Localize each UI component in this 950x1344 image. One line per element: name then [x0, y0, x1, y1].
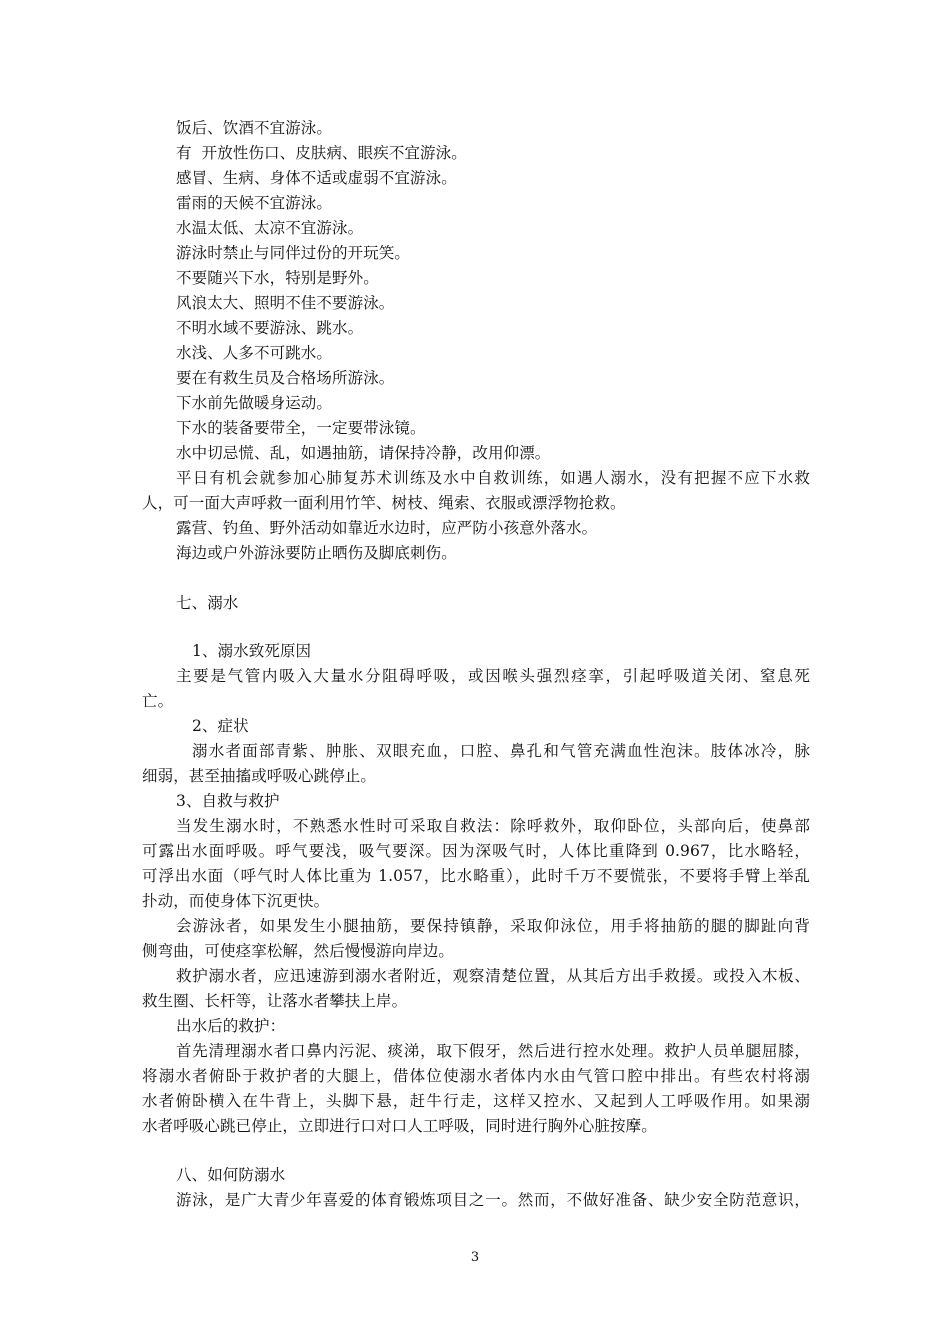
rule-item: 水中切忌慌、乱，如遇抽筋，请保持冷静，改用仰漂。 — [176, 444, 551, 462]
rule-item: 水浅、人多不可跳水。 — [176, 344, 333, 362]
paragraph-line: 主要是气管内吸入大量水分阻碍呼吸，或因喉头强烈痉挛，引起呼吸道关闭、窒息死 — [176, 667, 810, 685]
rule-item: 下水前先做暖身运动。 — [176, 394, 333, 412]
paragraph-line: 水者俯卧横入在牛背上，头脚下悬，赶牛行走，这样又控水、又起到人工呼吸作用。如果溺 — [142, 1092, 810, 1110]
rule-item: 要在有救生员及合格场所游泳。 — [176, 369, 395, 387]
paragraph-line: 救生圈、长杆等，让落水者攀扶上岸。 — [142, 992, 408, 1010]
rule-item: 感冒、生病、身体不适或虚弱不宜游泳。 — [176, 169, 457, 187]
rule-item: 风浪太大、照明不佳不要游泳。 — [176, 294, 395, 312]
paragraph-line: 亡。 — [142, 692, 174, 710]
paragraph-line: 可浮出水面（呼气时人体比重为 1.057，比水略重），此时千万不要慌张，不要将手臂上举乱 — [142, 867, 810, 885]
rule-item: 海边或户外游泳要防止晒伤及脚底刺伤。 — [176, 544, 457, 562]
subsection-heading: 2、症状 — [192, 717, 249, 735]
rule-item: 不明水域不要游泳、跳水。 — [176, 319, 364, 337]
paragraph-line: 细弱，甚至抽搐或呼吸心跳停止。 — [142, 767, 377, 785]
rule-item-cpr-continued: 人，可一面大声呼救一面利用竹竿、树枝、绳索、衣服或漂浮物抢救。 — [142, 494, 626, 512]
rule-item: 下水的装备要带全，一定要带泳镜。 — [176, 419, 426, 437]
rule-item-cpr: 平日有机会就参加心肺复苏术训练及水中自救训练，如遇人溺水，没有把握不应下水救 — [176, 469, 810, 487]
paragraph-line: 扑动，而使身体下沉更快。 — [142, 892, 330, 910]
subsection-heading: 1、溺水致死原因 — [192, 642, 312, 660]
section-heading: 八、如何防溺水 — [176, 1166, 286, 1184]
rule-item: 饭后、饮酒不宜游泳。 — [176, 119, 333, 137]
rule-item: 水温太低、太凉不宜游泳。 — [176, 219, 364, 237]
rule-item: 露营、钓鱼、野外活动如靠近水边时，应严防小孩意外落水。 — [176, 519, 598, 537]
paragraph-line: 当发生溺水时，不熟悉水性时可采取自救法：除呼救外，取仰卧位，头部向后，使鼻部 — [176, 817, 810, 835]
paragraph-line: 可露出水面呼吸。呼气要浅，吸气要深。因为深吸气时，人体比重降到 0.967，比水略轻， — [142, 842, 810, 860]
page-number: 3 — [470, 1250, 480, 1265]
paragraph-line: 将溺水者俯卧于救护者的大腿上，借体位使溺水者体内水由气管口腔中排出。有些农村将溺 — [142, 1067, 810, 1085]
paragraph-line: 水者呼吸心跳已停止，立即进行口对口人工呼吸，同时进行胸外心脏按摩。 — [142, 1117, 657, 1135]
paragraph-line: 首先清理溺水者口鼻内污泥、痰涕，取下假牙，然后进行控水处理。救护人员单腿屈膝， — [176, 1042, 810, 1060]
rule-item: 游泳时禁止与同伴过份的开玩笑。 — [176, 244, 411, 262]
paragraph-line: 救护溺水者，应迅速游到溺水者附近，观察清楚位置，从其后方出手救援。或投入木板、 — [176, 967, 810, 985]
rule-item: 不要随兴下水，特别是野外。 — [176, 269, 379, 287]
paragraph-line: 侧弯曲，可使痉挛松解，然后慢慢游向岸边。 — [142, 942, 455, 960]
rule-item: 有 开放性伤口、皮肤病、眼疾不宜游泳。 — [176, 144, 467, 162]
rule-item: 雷雨的天候不宜游泳。 — [176, 194, 333, 212]
paragraph-line: 溺水者面部青紫、肿胀、双眼充血，口腔、鼻孔和气管充满血性泡沫。肢体冰冷，脉 — [192, 742, 810, 760]
subsection-heading: 3、自救与救护 — [176, 792, 280, 810]
subsection-heading: 出水后的救护： — [176, 1017, 286, 1035]
paragraph-line: 游泳，是广大青少年喜爱的体育锻炼项目之一。然而，不做好准备、缺少安全防范意识， — [176, 1191, 810, 1209]
section-heading: 七、溺水 — [176, 594, 239, 612]
paragraph-line: 会游泳者，如果发生小腿抽筋，要保持镇静，采取仰泳位，用手将抽筋的腿的脚趾向背 — [176, 917, 810, 935]
